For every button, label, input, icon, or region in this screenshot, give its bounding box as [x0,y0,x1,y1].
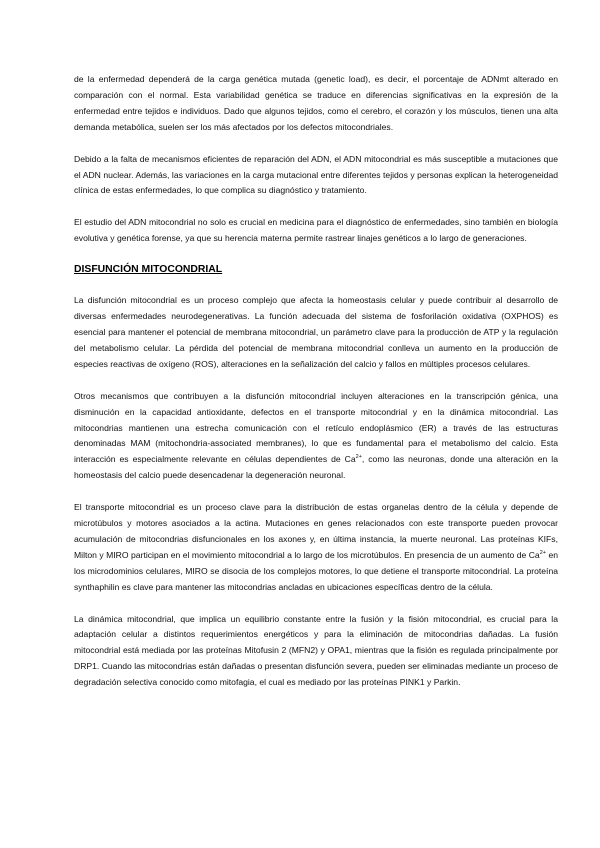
paragraph-dinamica: La dinámica mitocondrial, que implica un equilibrio constante entre la fusión y la fisión mitocondrial, es crucial para la adaptación celular a distintos requerimientos energéticos y para la eliminación de mitocondrias dañadas. La fusión mitocondrial está mediada por las proteínas Mitofusin 2 (MFN2) y OPA1, mientras que la fisión es regulada principalmente por DRP1. Cuando las mitocondrias están dañadas o presentan disfunción severa, pueden ser eliminadas mediante un proceso de degradación selectiva conocido como mitofagia, el cual es mediado por las proteínas PINK1 y Parkin. [74,613,558,688]
text-run: , como las neuronas, donde una alteración en la homeostasis del calcio puede desencadenar la degeneración neuronal. [74,454,558,481]
text-run: en los microdominios celulares, MIRO se disocia de los complejos motores, lo que detiene el transporte mitocondrial. La proteína synthaphilin es clave para mantener las mitocondrias ancladas en ubicaciones específicas dentro de la célula. [74,549,559,592]
paragraph-transporte [74,500,558,595]
paragraph-carga-genetica: de la enfermedad dependerá de la carga genética mutada (genetic load), es decir, el porcentaje de ADNmt alterado en comparación con el normal. Esta variabilidad genética se traduce en diferencias significativas en la expresión de la enfermedad entre tejidos e individuos. Dado que algunos tejidos, como el cerebro, el corazón y los músculos, tienen una alta demanda metabólica, suelen ser los más afectados por los defectos mitocondriales. [74,74,558,132]
superscript-charge: 2+ [355,454,362,461]
text-run: Otros mecanismos que contribuyen a la disfunción mitocondrial incluyen alteraciones en la transcripción génica, una disminución en la capacidad antioxidante, defectos en el transporte mitocondrial y en la dinámica mitocondrial. Las mitocondrias mantienen una estrecha comunicación con el retículo endoplásmico (ER) a través de las estructuras denominadas MAM (mitochondria-associated membranes), lo que es fundamental para el metabolismo del calcio. Esta interacción es especialmente relevante en células dependientes de Ca [74,390,558,465]
section-heading: DISFUNCIÓN MITOCONDRIAL [74,264,223,276]
paragraph-disfuncion: La disfunción mitocondrial es un proceso complejo que afecta la homeostasis celular y puede contribuir al desarrollo de diversas enfermedades neurodegenerativas. La función adecuada del sistema de fosforilación oxidativa (OXPHOS) es esencial para mantener el potencial de membrana mitocondrial, un parámetro clave para la producción de ATP y la regulación del metabolismo celular. La pérdida del potencial de membrana mitocondrial conlleva un aumento en la producción de especies reactivas de oxígeno (ROS), alteraciones en la señalización del calcio y fallos en múltiples procesos celulares. [74,295,558,369]
paragraph-otros-mecanismos [74,389,558,484]
superscript-charge: 2+ [539,549,546,556]
paragraph-estudio-adn: El estudio del ADN mitocondrial no solo es crucial en medicina para el diagnóstico de enfermedades, sino también en biología evolutiva y genética forense, ya que su herencia materna permite rastrear linajes genéticos a lo largo de generaciones. [74,217,558,244]
document-body [74,72,558,707]
text-run: El transporte mitocondrial es un proceso clave para la distribución de estas organelas dentro de la célula y depende de microtúbulos y motores asociados a la actina. Mutaciones en genes relacionados con este transporte pueden provocar acumulación de mitocondrias disfuncionales en los axones y, en última instancia, la muerte neuronal. Las proteínas KIFs, Milton y MIRO participan en el movimiento mitocondrial a lo largo de los microtúbulos. En presencia de un aumento de Ca [74,502,558,560]
paragraph-reparacion-adn: Debido a la falta de mecanismos eficientes de reparación del ADN, el ADN mitocondrial es más susceptible a mutaciones que el ADN nuclear. Además, las variaciones en la carga mutacional entre diferentes tejidos y personas explican la heterogeneidad clínica de estas enfermedades, lo que complica su diagnóstico y tratamiento. [74,153,558,196]
